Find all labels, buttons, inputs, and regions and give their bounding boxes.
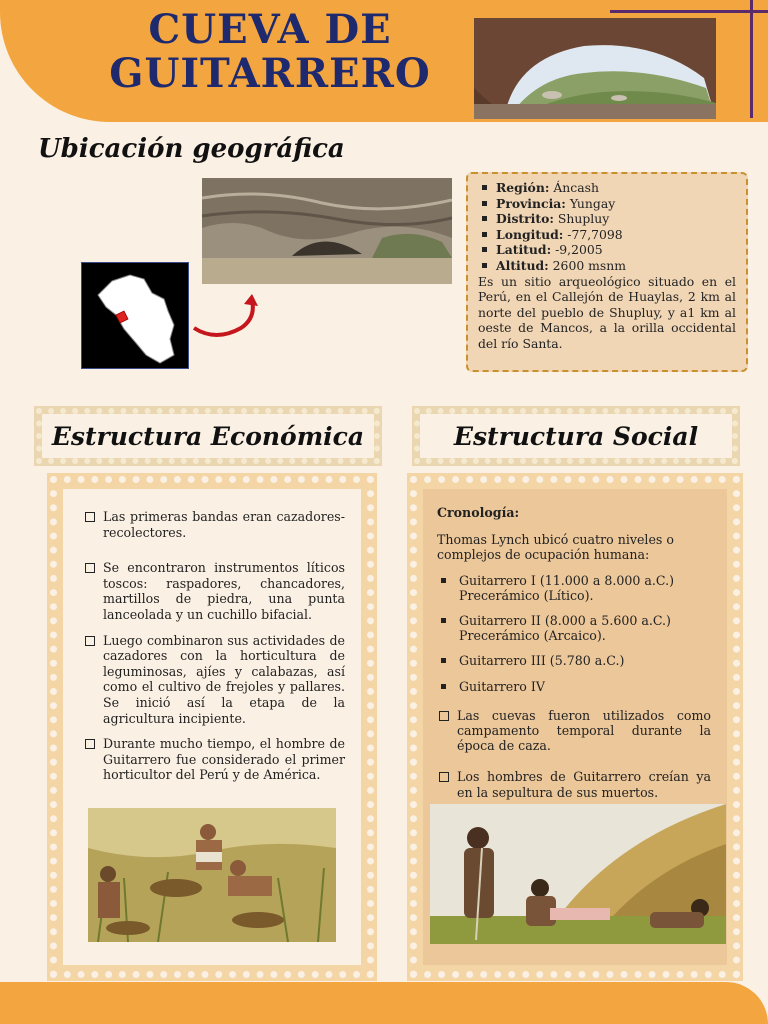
- list-item: Durante mucho tiempo, el hombre de Guitarrero fue considerado el primer horticultor del Perú y de América.: [83, 736, 345, 783]
- period-item: Guitarrero II (8.000 a 5.600 a.C.) Precerámico (Arcaico).: [437, 613, 711, 643]
- heading-economic-label: Estructura Económica: [42, 414, 374, 458]
- period-item: Guitarrero III (5.780 a.C.): [437, 653, 711, 668]
- location-description: Es un sitio arqueológico situado en el Perú, en el Callejón de Huaylas, 2 km al norte del pueblo de Shupluy, y a1 km al oeste de Mancos, a la orilla occidental del río Santa.: [478, 273, 736, 351]
- list-item: Luego combinaron sus actividades de cazadores con la horticultura de leguminosas, ajíes y calabazas, así como el cultivo de frejoles y pallares. Se inició así la etapa de la agricultura incipiente.: [83, 633, 345, 727]
- cavemen-illustration: [430, 804, 726, 944]
- heading-social: [414, 408, 738, 464]
- peru-map: [81, 262, 189, 369]
- page-title-line2: GUITARRERO: [109, 50, 431, 97]
- info-item: Latitud: -9,2005: [496, 242, 736, 258]
- list-item: Los hombres de Guitarrero creían ya en la sepultura de sus muertos.: [437, 769, 711, 799]
- footer-band: [0, 982, 768, 1024]
- list-item: Se encontraron instrumentos líticos toscos: raspadores, chancadores, martillos de piedra, una punta lanceolada y un cuchillo bifacial.: [83, 560, 345, 622]
- arrow-icon: [186, 290, 266, 340]
- page-title-line1: CUEVA DE: [148, 6, 392, 53]
- info-item: Provincia: Yungay: [496, 196, 736, 212]
- list-item: Las primeras bandas eran cazadores-recolectores.: [83, 509, 345, 540]
- info-item: Región: Áncash: [496, 180, 736, 196]
- heading-economic: [36, 408, 380, 464]
- period-item: Guitarrero I (11.000 a 8.000 a.C.) Precerámico (Lítico).: [437, 573, 711, 603]
- decorative-line-h: [610, 10, 768, 13]
- chronology-label: Cronología:: [437, 505, 520, 520]
- section-title-location: Ubicación geográfica: [38, 134, 345, 164]
- heading-social-label: Estructura Social: [420, 414, 732, 458]
- info-item: Distrito: Shupluy: [496, 211, 736, 227]
- chronology-intro: Thomas Lynch ubicó cuatro niveles o complejos de ocupación humana:: [437, 532, 674, 563]
- period-item: Guitarrero IV: [437, 679, 711, 694]
- info-item: Longitud: -77,7098: [496, 227, 736, 243]
- cave-entrance-photo: [474, 18, 716, 119]
- info-item: Altitud: 2600 msnm: [496, 258, 736, 274]
- decorative-line-v: [750, 0, 753, 118]
- location-info-list: [496, 180, 736, 274]
- farmers-illustration: [88, 808, 336, 942]
- page-title: [70, 8, 470, 96]
- list-item: Las cuevas fueron utilizados como campamento temporal durante la época de caza.: [437, 708, 711, 754]
- location-info-card: [466, 172, 748, 372]
- cave-rock-photo: [202, 178, 452, 284]
